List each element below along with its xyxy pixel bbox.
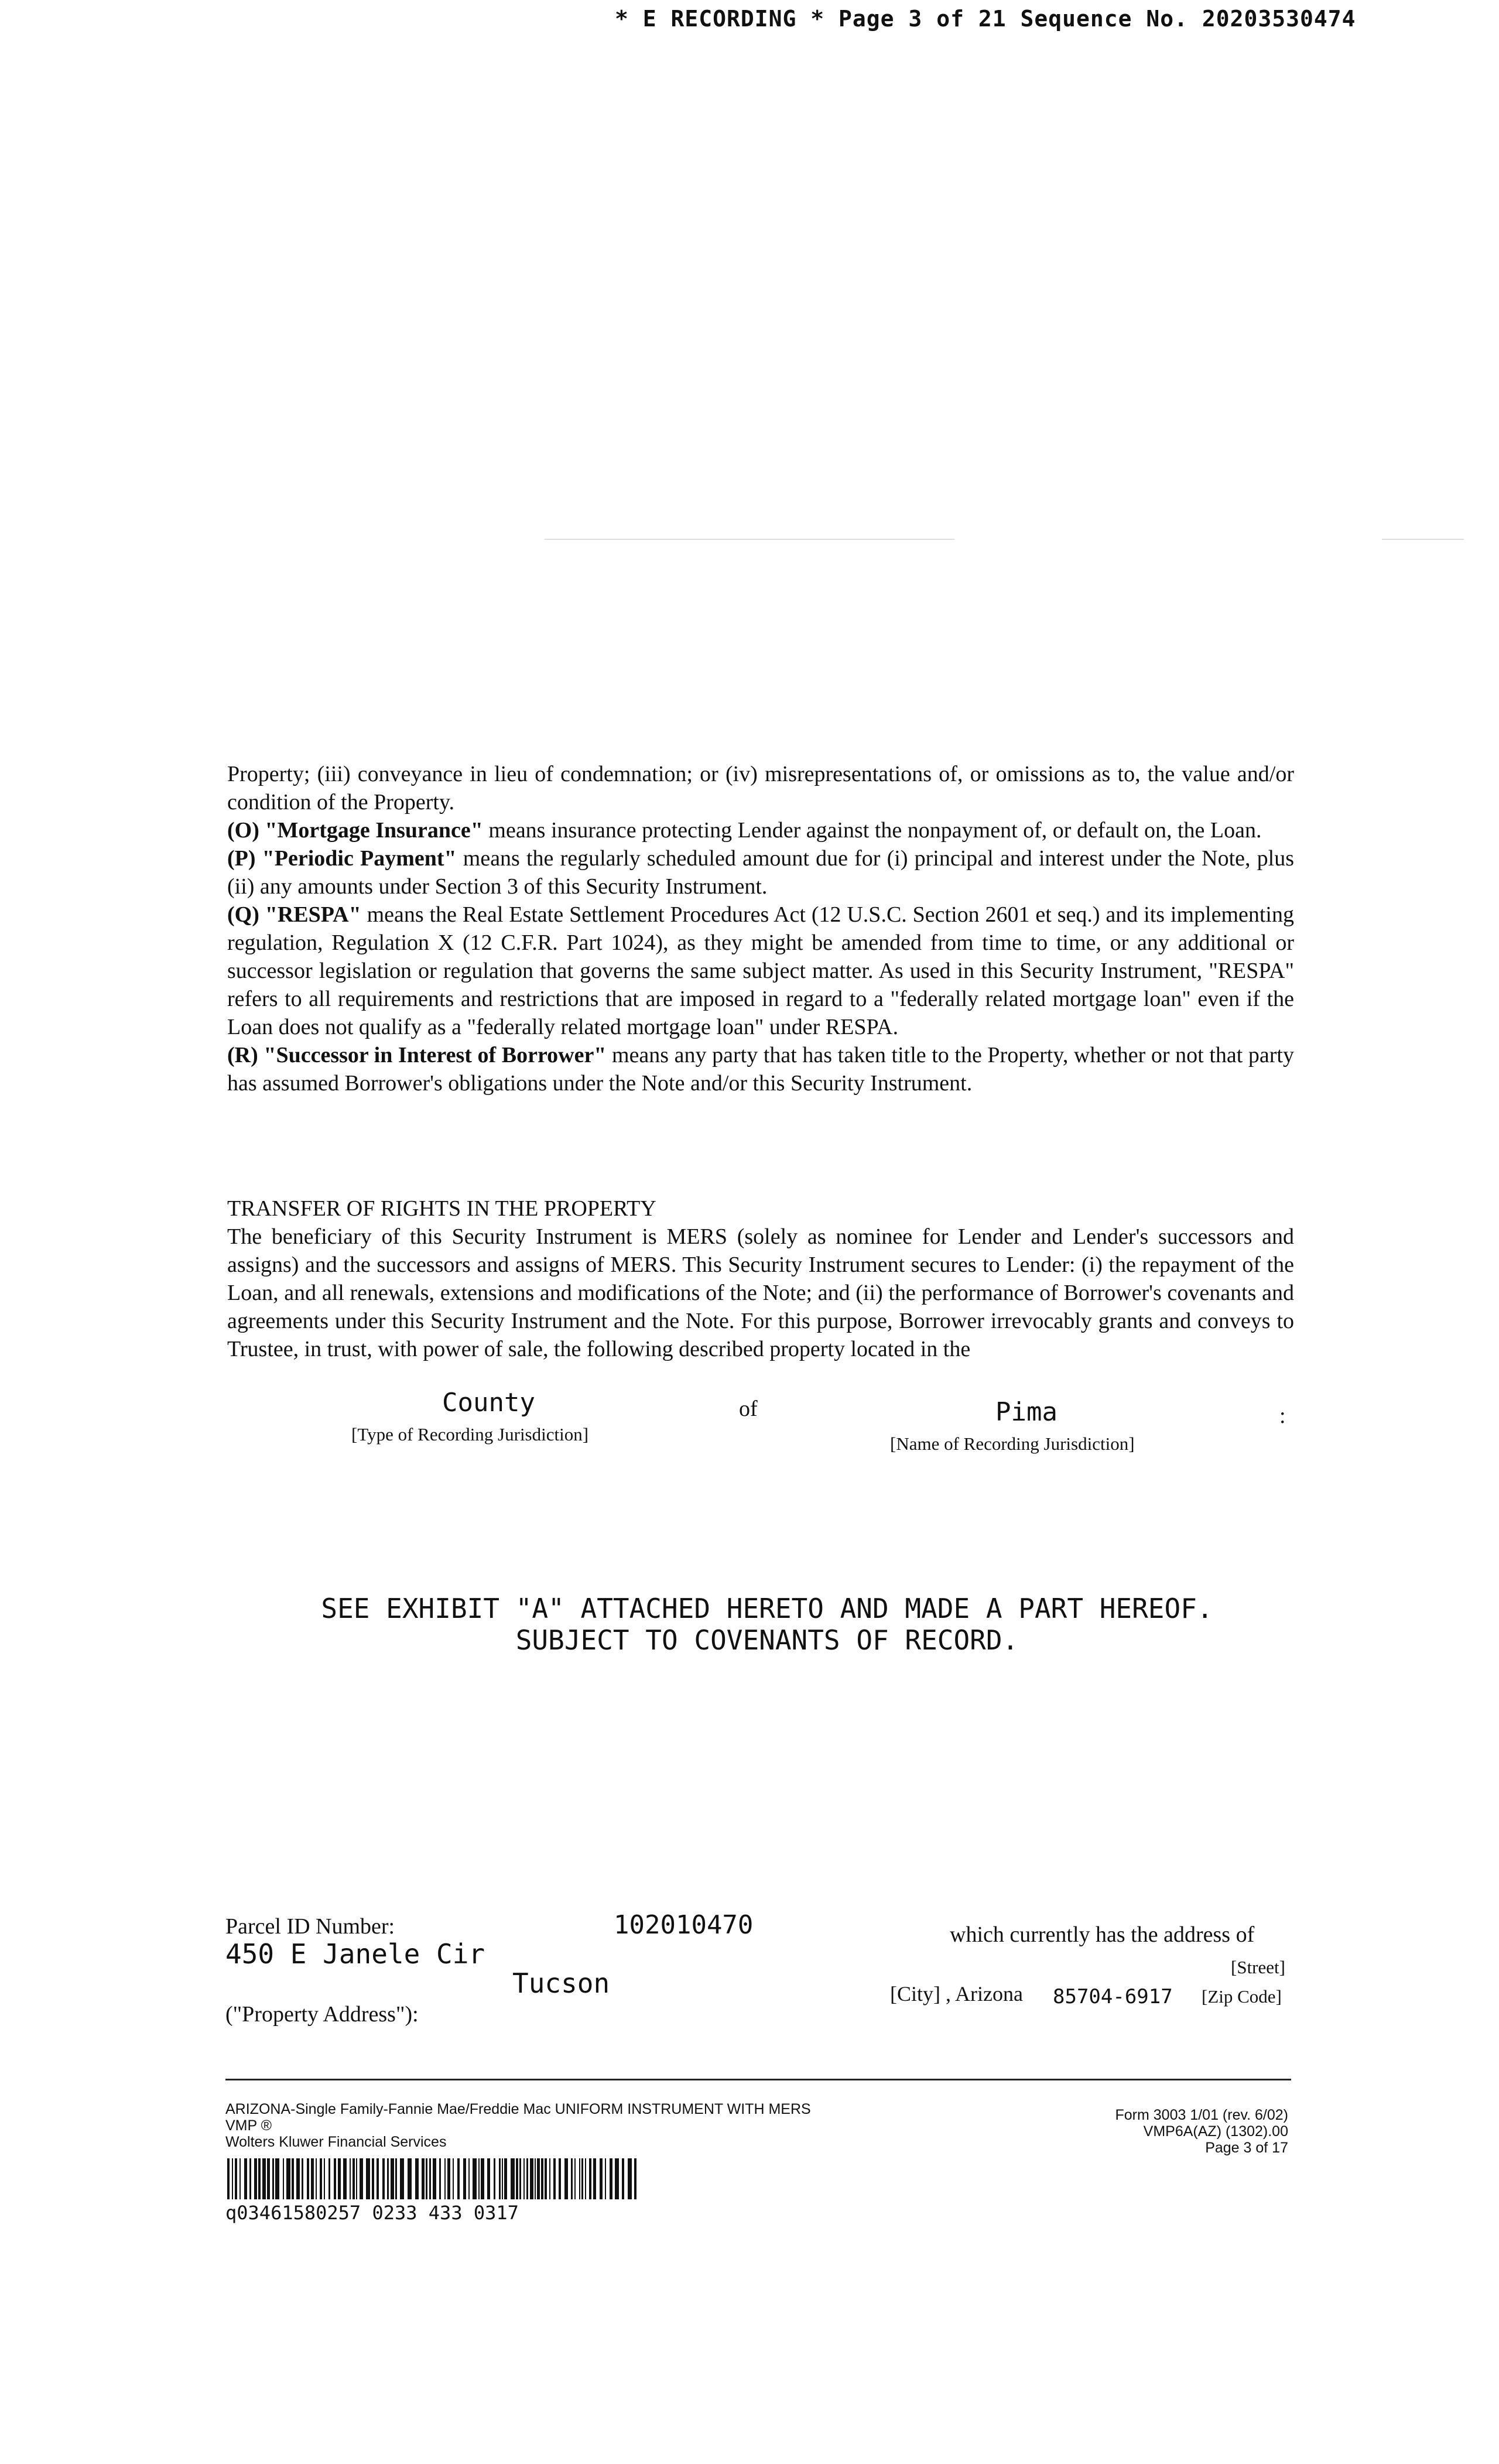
barcode-bar (585, 2158, 586, 2199)
barcode-bar (395, 2158, 397, 2199)
barcode-bar (387, 2158, 389, 2199)
barcode-bar (316, 2158, 317, 2199)
footer-form-number: Form 3003 1/01 (rev. 6/02) (1115, 2107, 1288, 2123)
barcode-bar (463, 2158, 466, 2199)
jurisdiction-type: County (442, 1388, 535, 1418)
barcode-image (227, 2158, 640, 2199)
scan-mark (1382, 539, 1464, 540)
barcode-bar (426, 2158, 427, 2199)
barcode-bar (504, 2158, 507, 2199)
exhibit-line-1: SEE EXHIBIT "A" ATTACHED HERETO AND MADE A PART HEREOF. (321, 1593, 1213, 1624)
barcode-bar (429, 2158, 431, 2199)
definitions-block (227, 760, 1294, 1097)
barcode-bar (593, 2158, 596, 2199)
footer-page-number: Page 3 of 17 (1205, 2140, 1288, 2156)
barcode-bar (589, 2158, 591, 2199)
barcode-bar (356, 2158, 357, 2199)
barcode-bar (267, 2158, 270, 2199)
barcode-bar (549, 2158, 550, 2199)
barcode-bar (605, 2158, 606, 2199)
barcode-bar (296, 2158, 300, 2199)
barcode-bar (523, 2158, 525, 2199)
barcode-bar (559, 2158, 561, 2199)
transfer-section (227, 1195, 1294, 1363)
barcode-bar (481, 2158, 484, 2199)
barcode-bar (338, 2158, 341, 2199)
barcode-bar (433, 2158, 436, 2199)
transfer-heading: TRANSFER OF RIGHTS IN THE PROPERTY (227, 1196, 656, 1221)
street-label: [Street] (1231, 1957, 1285, 1977)
barcode-bar (634, 2158, 636, 2199)
zip-code: 85704-6917 (1053, 1985, 1173, 2008)
barcode-bar (311, 2158, 314, 2199)
barcode-bar (239, 2158, 241, 2199)
barcode-bar (382, 2158, 385, 2199)
barcode-bar (473, 2158, 477, 2199)
barcode-bar (519, 2158, 521, 2199)
of-word: of (739, 1397, 758, 1421)
exhibit-line-2: SUBJECT TO COVENANTS OF RECORD. (515, 1624, 1019, 1656)
barcode-bar (502, 2158, 503, 2199)
barcode-bar (249, 2158, 251, 2199)
barcode-bar (377, 2158, 379, 2199)
zip-code-label: [Zip Code] (1202, 1986, 1282, 2007)
barcode-bar (235, 2158, 237, 2199)
definition-respa: (Q) "RESPA" means the Real Estate Settlement Procedures Act (12 U.S.C. Section 2601 et seq.) and its implementing regulation, Regulation X (12 C.F.R. Part 1024), as they might be amended from time to time, or any additional or successor legislation or regulation that governs the same subject matter. As used in this Security Instrument, "RESPA" refers to all requirements and restrictions that are imposed in regard to a "federally related mortgage loan" even if the Loan does not qualify as a "federally related mortgage loan" under RESPA. (227, 902, 1294, 1039)
footer-divider (225, 2079, 1291, 2080)
jurisdiction-colon: : (1279, 1404, 1286, 1428)
definition-continuation: Property; (iii) conveyance in lieu of condemnation; or (iv) misrepresentations of, or omissions as to, the value and/or condition of the Property. (227, 762, 1294, 815)
barcode-bar (286, 2158, 290, 2199)
footer-left (225, 2101, 811, 2150)
barcode-bar (499, 2158, 501, 2199)
barcode-bar (366, 2158, 370, 2199)
barcode-bar (574, 2158, 576, 2199)
barcode-bar (600, 2158, 603, 2199)
barcode-bar (530, 2158, 533, 2199)
barcode-bar (468, 2158, 470, 2199)
footer-vmp-code: VMP6A(AZ) (1302).00 (1143, 2123, 1288, 2140)
barcode-bar (272, 2158, 274, 2199)
barcode-bar (343, 2158, 347, 2199)
barcode-bar (553, 2158, 556, 2199)
barcode-bar (422, 2158, 425, 2199)
barcode-bar (541, 2158, 543, 2199)
barcode-bar (258, 2158, 261, 2199)
barcode-bar (453, 2158, 454, 2199)
jurisdiction-name: Pima (995, 1397, 1057, 1427)
scan-mark (545, 539, 954, 540)
barcode-bar (478, 2158, 480, 2199)
footer-right (1042, 2107, 1288, 2156)
barcode-bar (391, 2158, 394, 2199)
barcode-bar (487, 2158, 490, 2199)
barcode-bar (447, 2158, 450, 2199)
barcode-bar (350, 2158, 351, 2199)
barcode-bar (444, 2158, 446, 2199)
barcode-bar (535, 2158, 536, 2199)
parcel-id-label: Parcel ID Number: (225, 1914, 395, 1939)
barcode-bar (581, 2158, 583, 2199)
barcode-bar (232, 2158, 233, 2199)
recording-header: * E RECORDING * Page 3 of 21 Sequence No. 20203530474 (615, 6, 1356, 32)
footer-form-title: ARIZONA-Single Family-Fannie Mae/Freddie Mac UNIFORM INSTRUMENT WITH MERS (225, 2101, 811, 2117)
barcode-bar (457, 2158, 460, 2199)
barcode-bar (302, 2158, 303, 2199)
definition-mortgage-insurance: (O) "Mortgage Insurance" means insurance protecting Lender against the nonpayment of, or default on, the Loan. (227, 818, 1262, 843)
transfer-text: The beneficiary of this Security Instrument is MERS (solely as nominee for Lender and Lender's successors and assigns) and the successors and assigns of MERS. This Security Instrument secures to Lender: (i) the repayment of the Loan, and all renewals, extensions and modifications of the Note; and (ii) the performance of Borrower's covenants and agreements under this Security Instrument and the Note. For this purpose, Borrower irrevocably grants and conveys to Trustee, in trust, with power of sale, the following described property located in the (227, 1224, 1294, 1361)
barcode-bar (615, 2158, 619, 2199)
barcode-bar (408, 2158, 412, 2199)
city-value: Tucson (512, 1967, 610, 1999)
barcode-bar (275, 2158, 279, 2199)
barcode-bar (571, 2158, 573, 2199)
barcode-bar (400, 2158, 404, 2199)
barcode-bar (283, 2158, 284, 2199)
barcode-bar (352, 2158, 355, 2199)
barcode-bar (307, 2158, 309, 2199)
barcode-bar (545, 2158, 547, 2199)
barcode-bar (494, 2158, 495, 2199)
type-of-jurisdiction-label: [Type of Recording Jurisdiction] (351, 1424, 589, 1445)
city-state-label: [City] , Arizona (890, 1982, 1023, 2006)
barcode-bar (320, 2158, 322, 2199)
barcode-bar (254, 2158, 257, 2199)
street-address: 450 E Janele Cir (225, 1938, 485, 1970)
barcode-bar (328, 2158, 330, 2199)
footer-publisher: Wolters Kluwer Financial Services (225, 2134, 447, 2150)
barcode-bar (360, 2158, 363, 2199)
barcode-bar (439, 2158, 441, 2199)
barcode-bar (227, 2158, 230, 2199)
address-of-label: which currently has the address of (950, 1922, 1255, 1947)
barcode-bar (292, 2158, 294, 2199)
barcode-bar (511, 2158, 515, 2199)
barcode-bar (324, 2158, 325, 2199)
barcode-bar (628, 2158, 632, 2199)
barcode-bar (564, 2158, 568, 2199)
exhibit-reference (182, 1593, 1353, 1656)
barcode-bar (334, 2158, 336, 2199)
barcode-bar (610, 2158, 612, 2199)
name-of-jurisdiction-label: [Name of Recording Jurisdiction] (890, 1433, 1135, 1454)
barcode-bar (372, 2158, 374, 2199)
definition-successor: (R) "Successor in Interest of Borrower" means any party that has taken title to the Property, whether or not that party has assumed Borrower's obligations under the Note and/or this Security Instrument. (227, 1043, 1294, 1096)
barcode-number: q03461580257 0233 433 0317 (225, 2202, 519, 2224)
barcode-bar (516, 2158, 518, 2199)
barcode-bar (415, 2158, 419, 2199)
barcode-bar (526, 2158, 528, 2199)
barcode-bar (244, 2158, 247, 2199)
parcel-id-number: 102010470 (614, 1910, 754, 1940)
barcode-bar (262, 2158, 266, 2199)
footer-vmp: VMP ® (225, 2117, 272, 2134)
barcode-bar (579, 2158, 580, 2199)
barcode-bar (622, 2158, 624, 2199)
property-address-label: ("Property Address"): (225, 2002, 419, 2027)
definition-periodic-payment: (P) "Periodic Payment" means the regularly scheduled amount due for (i) principal and interest under the Note, plus (ii) any amounts under Section 3 of this Security Instrument. (227, 846, 1294, 899)
barcode-bar (537, 2158, 540, 2199)
